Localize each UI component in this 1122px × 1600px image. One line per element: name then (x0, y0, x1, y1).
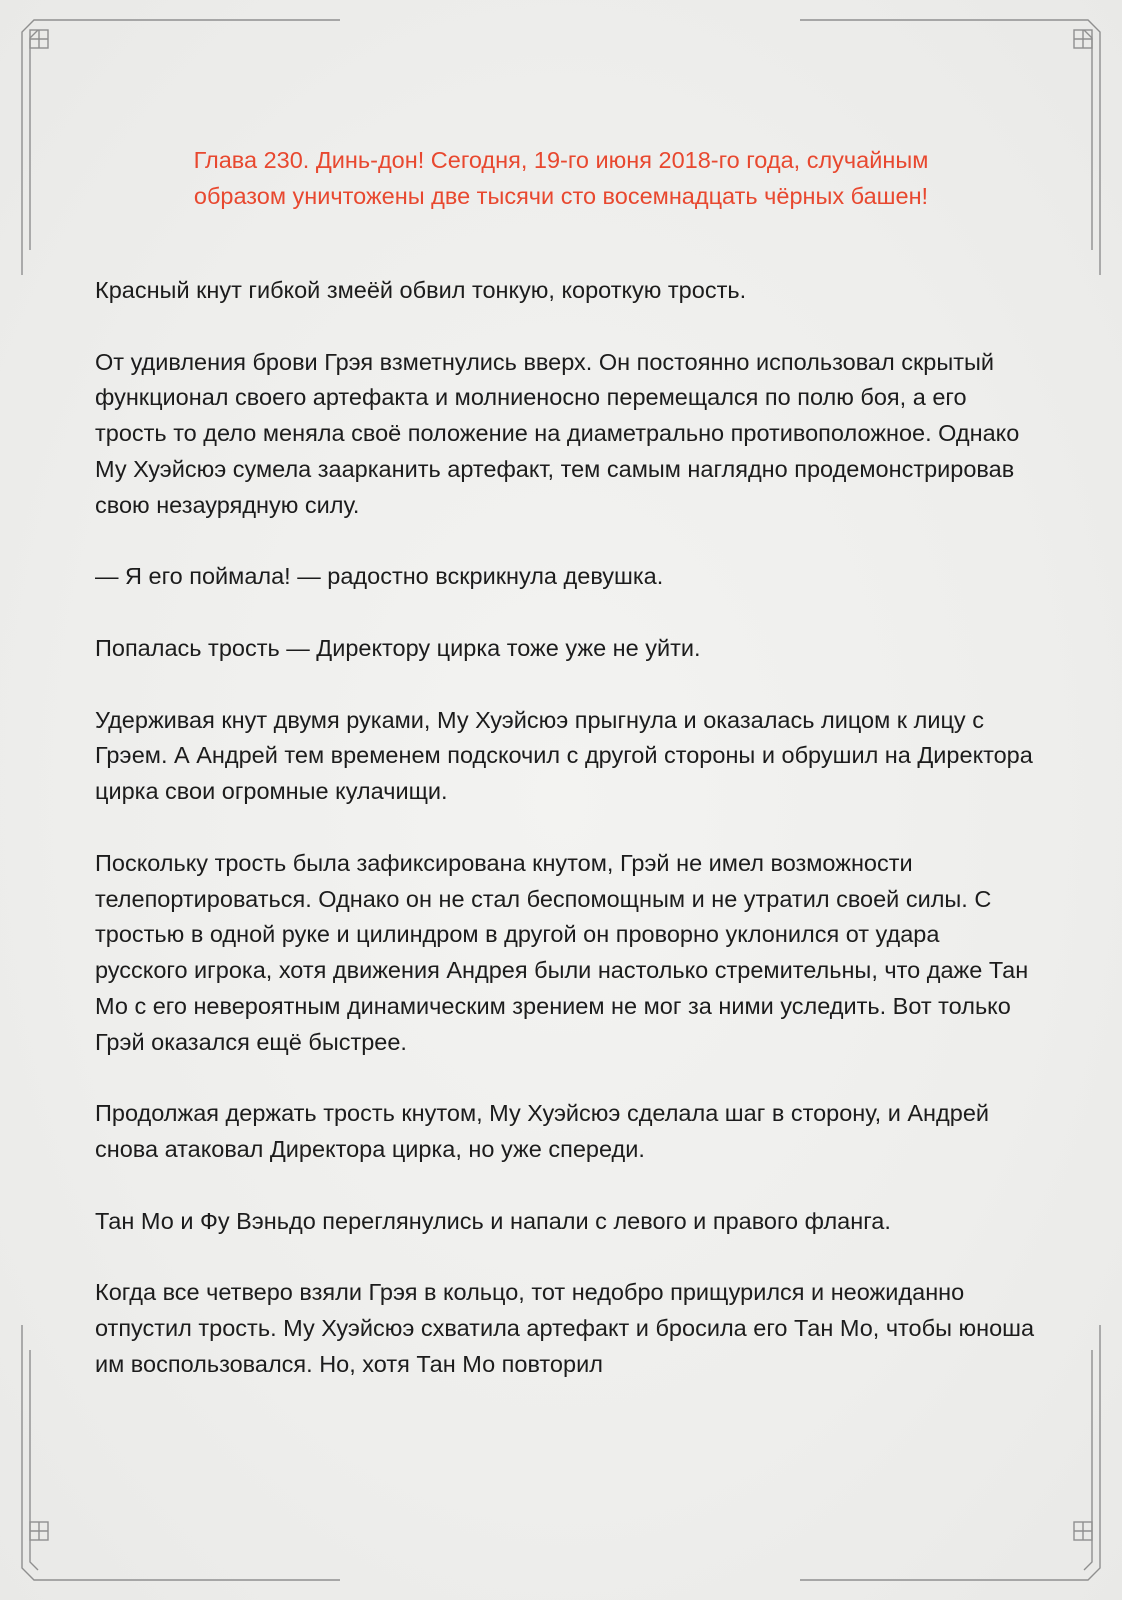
paragraph: Когда все четверо взяли Грэя в кольцо, тот недобро прищурился и неожиданно отпустил трость. Му Хуэйсюэ схватила артефакт и бросила его Тан Мо, чтобы юноша им воспользовался. Но, хотя Тан Мо повторил (95, 1279, 1035, 1377)
paragraph: Попалась трость — Директору цирка тоже уже не уйти. (95, 634, 701, 661)
paragraph: Поскольку трость была зафиксирована кнутом, Грэй не имел возможности телепортироваться. Однако он не стал беспомощным и не утратил своей силы. С тростью в одной руке и цилиндром в другой он проворно уклонился от удара русского игрока, хотя движения Андрея были настолько стремительны, что даже Тан Мо с его невероятным динамическим зрением не мог за ними уследить. Вот только Грэй оказался ещё быстрее. (95, 849, 1029, 1055)
chapter-title (90, 142, 1032, 214)
paragraph: Красный кнут гибкой змеёй обвил тонкую, короткую трость. (95, 277, 747, 303)
paragraph: Продолжая держать трость кнутом, Му Хуэйсюэ сделала шаг в сторону, и Андрей снова атаковал Директора цирка, но уже спереди. (95, 1100, 990, 1163)
paragraph: От удивления брови Грэя взметнулись вверх. Он постоянно использовал скрытый функционал своего артефакта и молниеносно перемещался по полю боя, а его трость то дело меняла своё положение на диаметрально противоположное. Однако Му Хуэйсюэ сумела заарканить артефакт, тем самым наглядно продемонстрировав свою незаурядную силу. (95, 348, 1020, 518)
paragraph: Тан Мо и Фу Вэньдо переглянулись и напали с левого и правого фланга. (95, 1207, 891, 1234)
chapter-body (95, 273, 1035, 1419)
chapter-title-line-1: Глава 230. Динь-дон! Сегодня, 19-го июня 2018-го года, случайным (193, 147, 929, 173)
paragraph: — Я его поймала! — радостно вскрикнула девушка. (95, 563, 664, 590)
paragraph: Удерживая кнут двумя руками, Му Хуэйсюэ прыгнула и оказалась лицом к лицу с Грэем. А Андрей тем временем подскочил с другой стороны и обрушил на Директора цирка свои огромные кулачищи. (95, 706, 1033, 805)
chapter-title-line-2: образом уничтожены две тысячи сто восемнадцать чёрных башен! (193, 183, 929, 209)
